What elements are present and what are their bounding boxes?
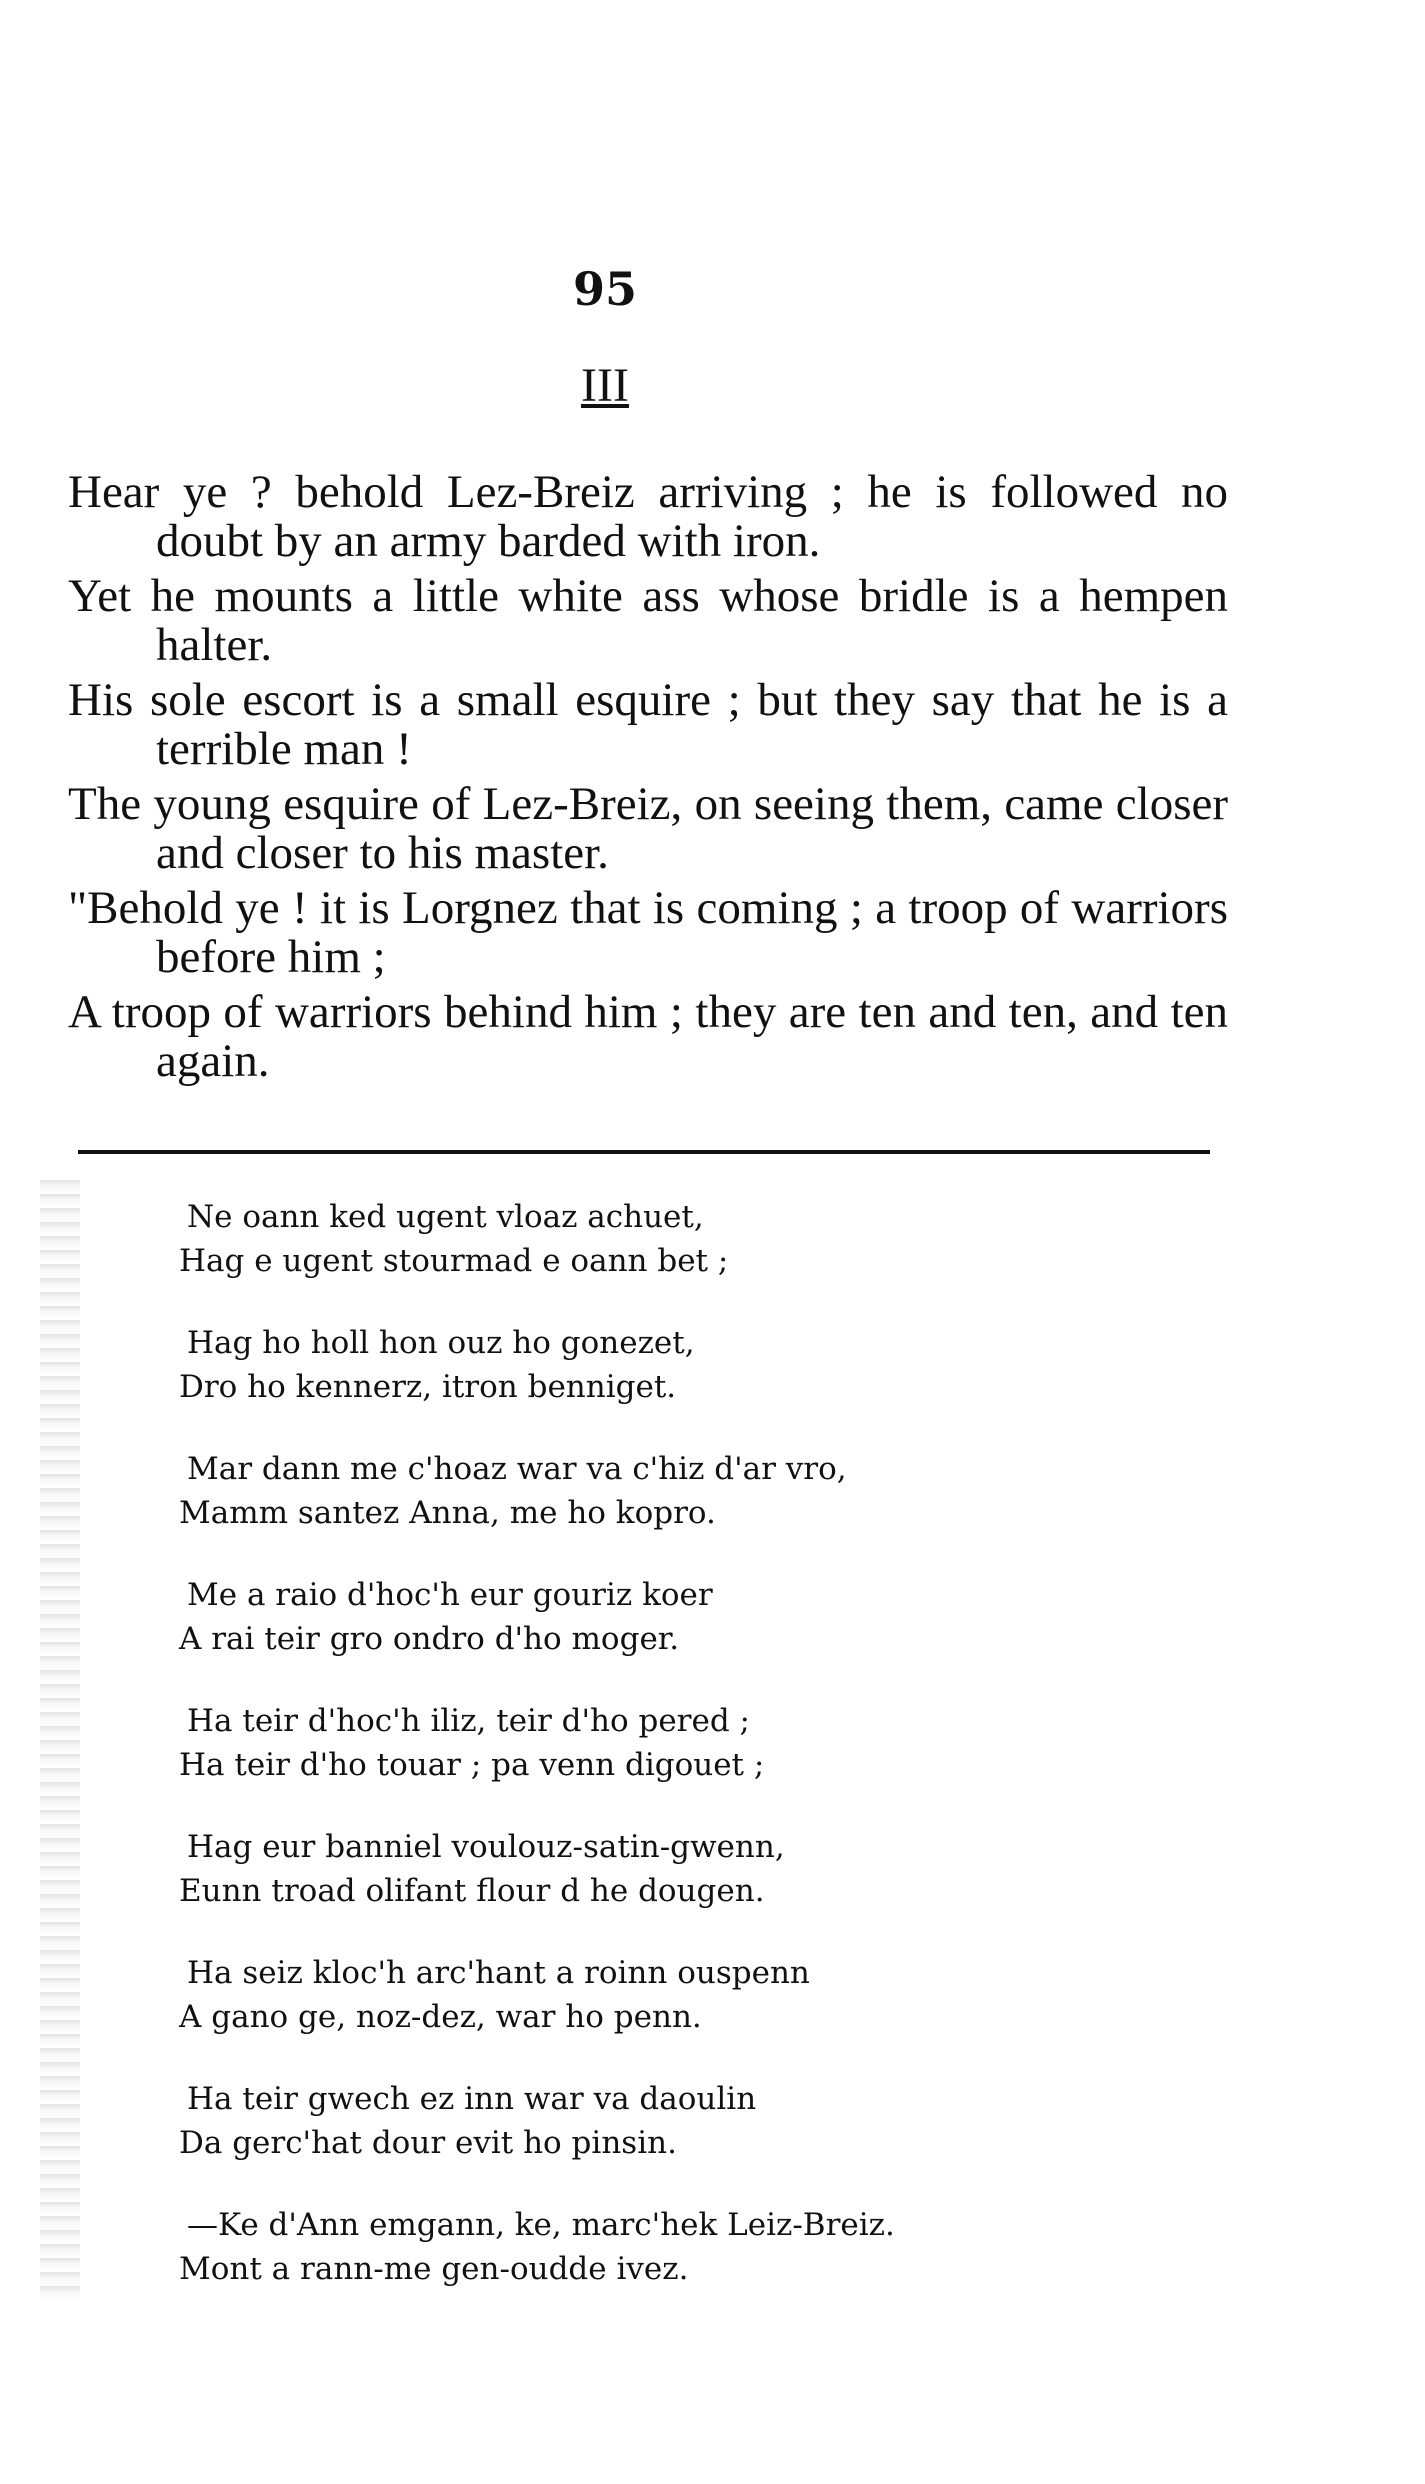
poem-line: Ha teir gwech ez inn war va daoulin [187,2081,757,2117]
poem-stanza [165,1195,1065,1283]
poem-line: Ha seiz kloc'h arc'hant a roinn ouspenn [187,1955,810,1991]
poem-line: Ha teir d'hoc'h iliz, teir d'ho pered ; [187,1703,750,1739]
translation-text [68,468,1228,1092]
poem-stanza [165,1825,1065,1913]
poem-line: Hag eur banniel voulouz-satin-gwenn, [187,1829,785,1865]
poem-stanza [165,1573,1065,1661]
poem-line: A gano ge, noz-dez, war ho penn. [179,1999,702,2035]
poem-stanza [165,1447,1065,1535]
poem-stanza [165,2203,1065,2291]
poem-stanza [165,2077,1065,2165]
poem-line: Hag e ugent stourmad e oann bet ; [179,1243,729,1279]
poem-stanza [165,1951,1065,2039]
poem-line: Ne oann ked ugent vloaz achuet, [187,1199,704,1235]
translation-paragraph: "Behold ye ! it is Lorgnez that is coming ; a troop of warriors before him ; [68,882,1228,983]
poem-line: A rai teir gro ondro d'ho moger. [179,1621,680,1657]
poem-line: Dro ho kennerz, itron benniget. [179,1369,677,1405]
translation-paragraph: His sole escort is a small esquire ; but they say that he is a terrible man ! [68,674,1228,775]
poem-line: Mont a rann-me gen-oudde ivez. [179,2251,689,2287]
poem-stanza [165,1321,1065,1409]
poem-stanza [165,1699,1065,1787]
translation-paragraph: Hear ye ? behold Lez-Breiz arriving ; he is followed no doubt by an army barded with iron. [68,466,1228,567]
poem-line: Hag ho holl hon ouz ho gonezet, [187,1325,695,1361]
poem-line: Mar dann me c'hoaz war va c'hiz d'ar vro, [187,1451,847,1487]
section-divider [78,1150,1210,1154]
margin-bleed [40,1180,80,2300]
translation-paragraph: A troop of warriors behind him ; they are ten and ten, and ten again. [68,986,1228,1087]
poem-line: Ha teir d'ho touar ; pa venn digouet ; [179,1747,765,1783]
translation-paragraph: Yet he mounts a little white ass whose bridle is a hempen halter. [68,570,1228,671]
page-number: 95 [572,262,637,316]
poem-line: —Ke d'Ann emgann, ke, marc'hek Leiz-Breiz. [187,2207,895,2243]
poem-line: Eunn troad olifant flour d he dougen. [179,1873,765,1909]
poem-line: Me a raio d'hoc'h eur gouriz koer [187,1577,713,1613]
section-numeral: III [581,359,629,412]
poem-line: Da gerc'hat dour evit ho pinsin. [179,2125,677,2161]
poem-line: Mamm santez Anna, me ho kopro. [179,1495,716,1531]
breton-poem [165,1195,1065,2329]
translation-paragraph: The young esquire of Lez-Breiz, on seeing them, came closer and closer to his master. [68,778,1228,879]
